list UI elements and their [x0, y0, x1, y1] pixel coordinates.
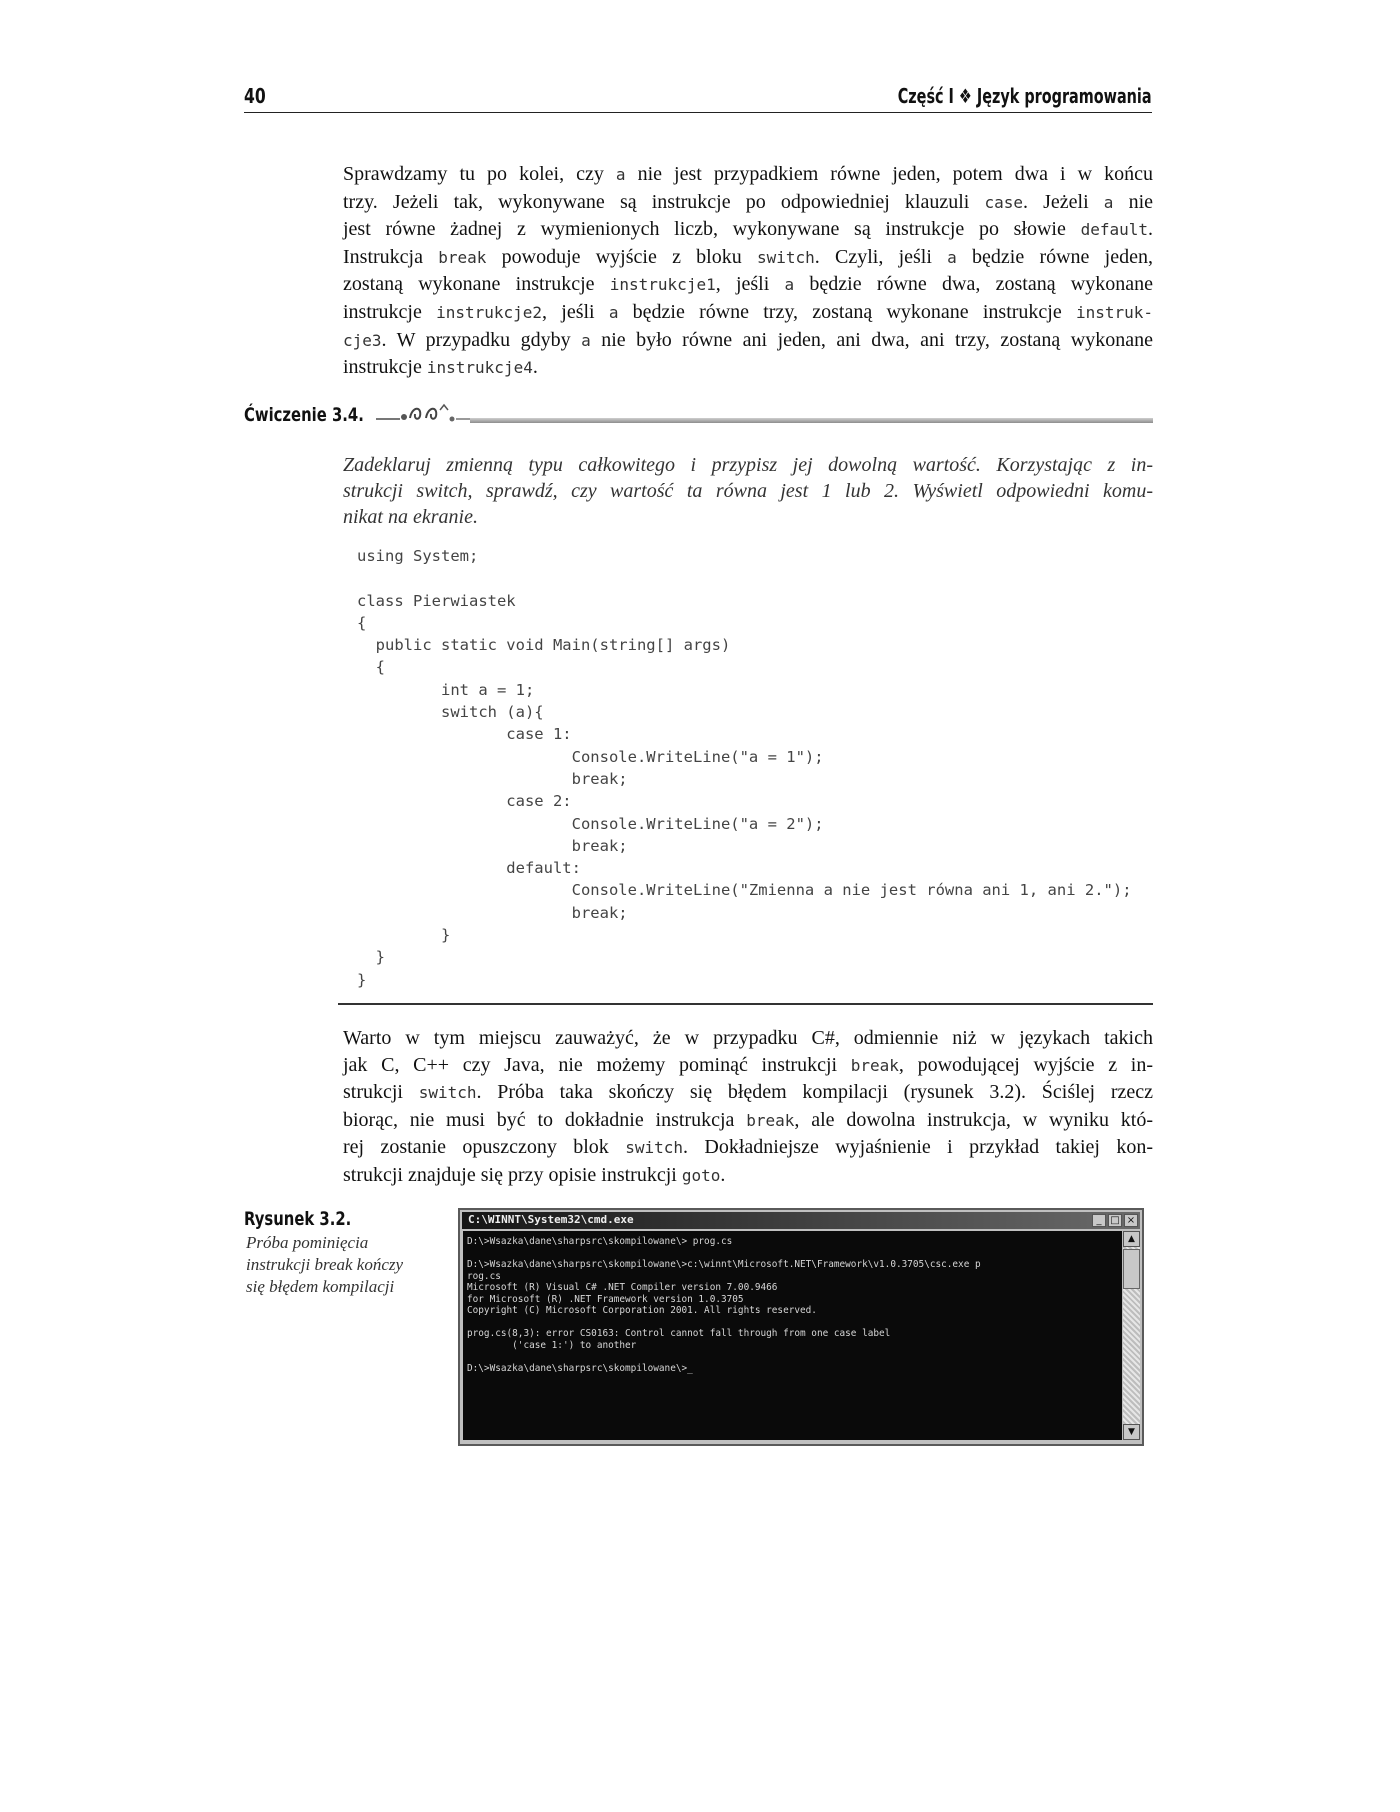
text-run: Warto w tym miejscu zauważyć, że w przypadku C#, odmiennie niż w językach takich — [343, 1027, 1153, 1049]
scrollbar-thumb[interactable] — [1123, 1249, 1140, 1289]
console-output: D:\>Wsazka\dane\sharpsrc\skompilowane\> prog.cs D:\>Wsazka\dane\sharpsrc\skompilowane\>c:\winnt\Microsoft.NET\Framework\v1.0.3705\csc.exe p rog.cs Microsoft (R) Visual C# .NET Compiler version 7.00.9466 for Microsoft (R) .NET Framework version 1.0.3705 Copyright (C) Microsoft Corporation 2001. All rights reserved. prog.cs(8,3): error CS0163: Control cannot fall through from one case label ('case 1:') to another D:\>Wsazka\dane\sharpsrc\skompilowane\>_ — [467, 1236, 981, 1374]
text-run: jest równe żadnej z wymienionych liczb, wykonywane są instrukcje po słowie — [343, 218, 1081, 241]
text-run: instrukcje — [343, 356, 427, 379]
minimize-icon[interactable]: _ — [1092, 1214, 1106, 1227]
text-run: . W przypadku gdyby — [381, 328, 582, 351]
text-run: , powodującej wyjście z in- — [898, 1053, 1153, 1076]
text-run: , ale dowolna instrukcja, w wyniku któ- — [794, 1108, 1154, 1131]
inline-code: instrukcje4 — [426, 358, 533, 378]
text-line: strukcji switch, sprawdź, czy wartość ta równa jest 1 lub 2. Wyświetl odpowiedni komu- — [343, 480, 1153, 502]
paragraph-line — [343, 299, 1153, 327]
intro-paragraph — [343, 161, 1153, 382]
cmd-window-screenshot — [458, 1208, 1144, 1446]
second-paragraph — [343, 1025, 1153, 1190]
text-run: będzie równe trzy, zostaną wykonane instrukcje — [618, 300, 1076, 323]
exercise-rule — [470, 418, 1153, 423]
paragraph-line — [343, 216, 1153, 244]
text-run: będzie równe jeden, — [956, 245, 1153, 268]
scroll-down-icon[interactable]: ▼ — [1123, 1424, 1140, 1440]
text-run: nie — [1113, 190, 1154, 213]
text-run: . — [532, 356, 538, 379]
inline-code: default — [1080, 220, 1148, 240]
inline-code: break — [438, 247, 487, 267]
inline-code: break — [850, 1055, 899, 1075]
inline-code: instrukcje2 — [436, 302, 543, 322]
maximize-icon[interactable]: □ — [1108, 1214, 1122, 1227]
text-run: instrukcje — [343, 300, 437, 323]
code-listing: using System; class Pierwiastek { public static void Main(string[] args) { int a = 1; switch (a){ case 1: Console.WriteLine("a = 1"); break; case 2: Console.WriteLine("a = 2"); break; default: Console.WriteLine("Zmienna a nie jest równa ani 1, ani 2."); break; } } } — [357, 547, 1132, 989]
inline-code: goto — [681, 1165, 721, 1185]
inline-code: break — [746, 1110, 795, 1130]
inline-code: a — [581, 330, 591, 350]
exercise-ornament-icon — [374, 400, 474, 424]
paragraph-line — [343, 1107, 1153, 1135]
text-run: rej zostanie opuszczony blok — [343, 1136, 626, 1159]
cmd-window-title: C:\WINNT\System32\cmd.exe — [468, 1213, 634, 1226]
text-run: Instrukcja — [343, 245, 439, 268]
scroll-up-icon[interactable]: ▲ — [1123, 1231, 1140, 1247]
inline-code: case — [984, 192, 1023, 212]
code-end-rule — [338, 1003, 1153, 1005]
exercise-heading: Ćwiczenie 3.4. — [244, 404, 364, 426]
page-number: 40 — [244, 84, 266, 108]
text-run: . Czyli, jeśli — [814, 245, 948, 268]
text-run: . Próba taka skończy się błędem kompilacji (rysunek 3.2). Ściślej rzecz — [476, 1081, 1153, 1104]
text-line: instrukcji break kończy — [246, 1255, 404, 1274]
text-run: będzie równe dwa, zostaną wykonane — [794, 273, 1153, 296]
text-line: Zadeklaruj zmienną typu całkowitego i przypisz jej dowolną wartość. Korzystając z in- — [343, 454, 1153, 476]
text-run: strukcji znajduje się przy opisie instrukcji — [343, 1163, 682, 1186]
text-run: , jeśli — [715, 273, 785, 296]
page-header — [244, 84, 1152, 113]
inline-code: switch — [418, 1083, 477, 1103]
paragraph-line — [343, 1162, 1153, 1190]
text-run: . Dokładniejsze wyjaśnienie i przykład takiej kon- — [683, 1136, 1153, 1159]
running-head: Część I ❖ Język programowania — [898, 84, 1152, 108]
text-run: trzy. Jeżeli tak, wykonywane są instrukcje po odpowiedniej klauzuli — [343, 190, 985, 213]
text-run: biorąc, nie musi być to dokładnie instrukcja — [343, 1108, 747, 1131]
text-run: Sprawdzamy tu po kolei, czy — [343, 163, 616, 185]
text-line: Próba pominięcia — [246, 1233, 369, 1252]
console-area — [463, 1231, 1122, 1440]
paragraph-line — [343, 189, 1153, 217]
inline-code: cje3 — [343, 330, 382, 350]
paragraph-line — [343, 354, 1153, 382]
text-run: . — [720, 1163, 726, 1186]
paragraph-line — [343, 271, 1153, 299]
inline-code: a — [615, 165, 626, 184]
inline-code: switch — [625, 1138, 684, 1158]
paragraph-line — [343, 327, 1153, 355]
inline-code: a — [608, 302, 619, 322]
inline-code: a — [947, 247, 957, 267]
paragraph-line — [343, 1134, 1153, 1162]
inline-code: instrukcje1 — [609, 275, 716, 295]
text-run: nie jest przypadkiem równe jeden, potem dwa i w końcu — [625, 163, 1154, 185]
cmd-titlebar — [462, 1212, 1140, 1229]
exercise-task — [343, 452, 1153, 530]
paragraph-line — [343, 1025, 1153, 1052]
paragraph-line — [343, 244, 1153, 272]
inline-code: switch — [756, 247, 815, 267]
paragraph-line — [343, 1079, 1153, 1107]
figure-caption — [246, 1232, 446, 1298]
text-run: . Jeżeli — [1022, 190, 1104, 213]
inline-code: instruk- — [1075, 302, 1153, 322]
close-icon[interactable]: × — [1124, 1214, 1138, 1227]
inline-code: a — [784, 275, 795, 295]
text-run: , jeśli — [542, 300, 609, 323]
text-run: nie było równe ani jeden, ani dwa, ani trzy, zostaną wykonane — [590, 328, 1153, 351]
text-run: strukcji — [343, 1081, 419, 1104]
text-line: się błędem kompilacji — [246, 1277, 395, 1296]
figure-title: Rysunek 3.2. — [244, 1208, 352, 1230]
window-controls — [1092, 1214, 1138, 1227]
text-line: nikat na ekranie. — [343, 506, 478, 528]
text-run: . — [1148, 218, 1153, 241]
text-run: jak C, C++ czy Java, nie możemy pominąć instrukcji — [343, 1053, 851, 1076]
paragraph-line — [343, 161, 1153, 189]
paragraph-line — [343, 1052, 1153, 1080]
console-scrollbar[interactable] — [1123, 1231, 1140, 1440]
text-run: powoduje wyjście z bloku — [486, 245, 757, 268]
text-run: zostaną wykonane instrukcje — [343, 273, 610, 296]
inline-code: a — [1103, 192, 1114, 212]
